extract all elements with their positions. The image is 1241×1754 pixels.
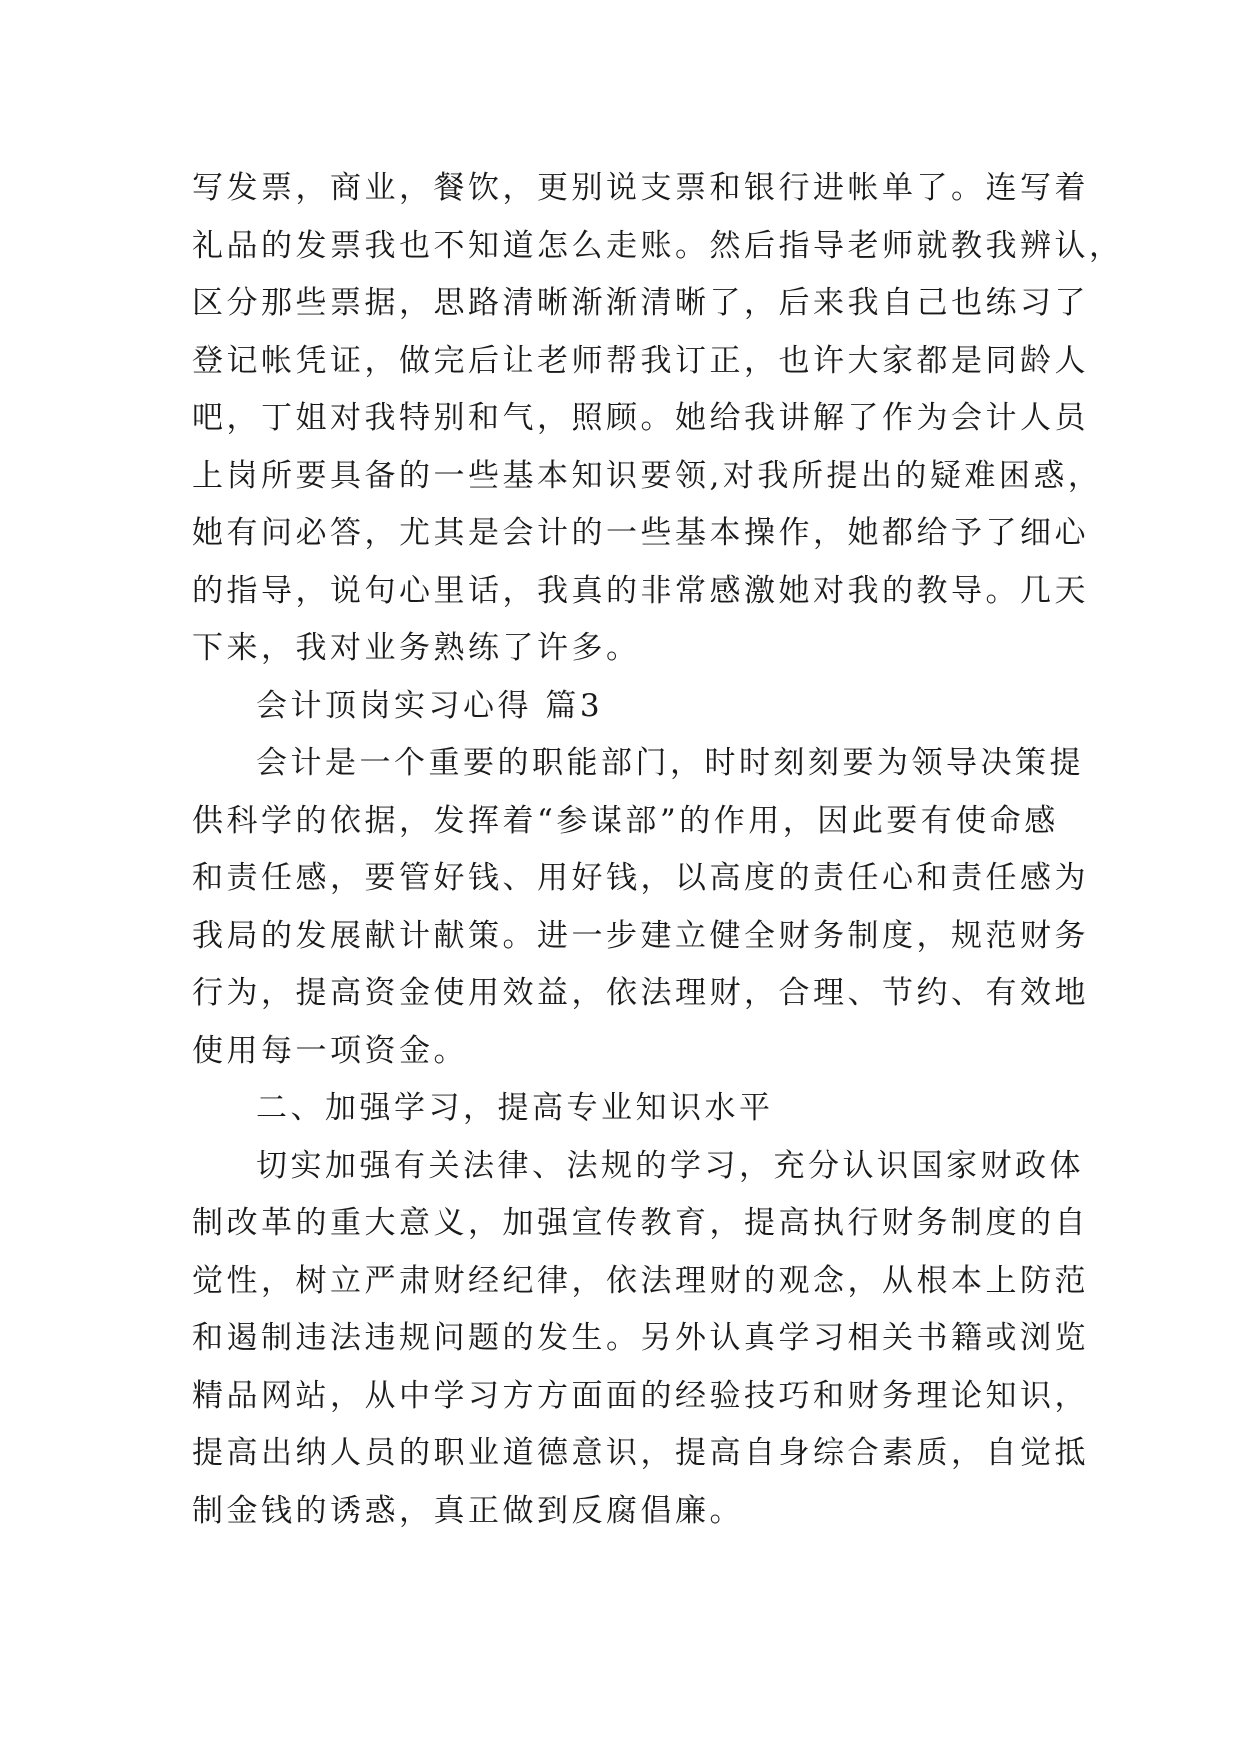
- document-body: [192, 160, 1124, 1540]
- text-line: 下来，我对业务熟练了许多。: [192, 630, 641, 666]
- text-line: 提高出纳人员的职业道德意识，提高自身综合素质，自觉抵: [192, 1435, 1089, 1471]
- text-line: 她有问必答，尤其是会计的一些基本操作，她都给予了细心: [192, 515, 1089, 551]
- text-line: 和责任感，要管好钱、用好钱，以高度的责任心和责任感为: [192, 860, 1089, 896]
- text-line: 上岗所要具备的一些基本知识要领,对我所提出的疑难困惑，: [192, 457, 1103, 494]
- text-line: 我局的发展献计献策。进一步建立健全财务制度，规范财务: [192, 917, 1089, 954]
- text-line: 和遏制违法违规问题的发生。另外认真学习相关书籍或浏览: [192, 1320, 1089, 1356]
- text-line: 觉性，树立严肃财经纪律，依法理财的观念，从根本上防范: [192, 1262, 1089, 1299]
- text-line: 制改革的重大意义，加强宣传教育，提高执行财务制度的自: [192, 1205, 1089, 1241]
- text-line: 礼品的发票我也不知道怎么走账。然后指导老师就教我辨认，: [192, 227, 1124, 264]
- text-line: 供科学的依据，发挥着“参谋部”的作用，因此要有使命感: [192, 802, 1059, 839]
- subsection-heading: 二、加强学习，提高专业知识水平: [256, 1090, 774, 1126]
- text-line: 使用每一项资金。: [192, 1032, 468, 1069]
- section-heading: 会计顶岗实习心得 篇3: [256, 687, 604, 724]
- text-line: 切实加强有关法律、法规的学习，充分认识国家财政体: [256, 1147, 1084, 1184]
- text-line: 区分那些票据，思路清晰渐渐清晰了，后来我自己也练习了: [192, 285, 1089, 321]
- text-line: 登记帐凭证，做完后让老师帮我订正，也许大家都是同龄人: [192, 342, 1089, 379]
- text-line: 精品网站，从中学习方方面面的经验技巧和财务理论知识，: [192, 1377, 1089, 1414]
- text-line: 吧，丁姐对我特别和气，照顾。她给我讲解了作为会计人员: [192, 400, 1089, 436]
- text-line: 写发票，商业，餐饮，更别说支票和银行进帐单了。连写着: [192, 170, 1089, 206]
- text-line: 的指导，说句心里话，我真的非常感激她对我的教导。几天: [192, 572, 1089, 609]
- text-line: 制金钱的诱惑，真正做到反腐倡廉。: [192, 1492, 744, 1529]
- text-line: 行为，提高资金使用效益，依法理财，合理、节约、有效地: [192, 975, 1089, 1011]
- text-line: 会计是一个重要的职能部门，时时刻刻要为领导决策提: [256, 745, 1084, 781]
